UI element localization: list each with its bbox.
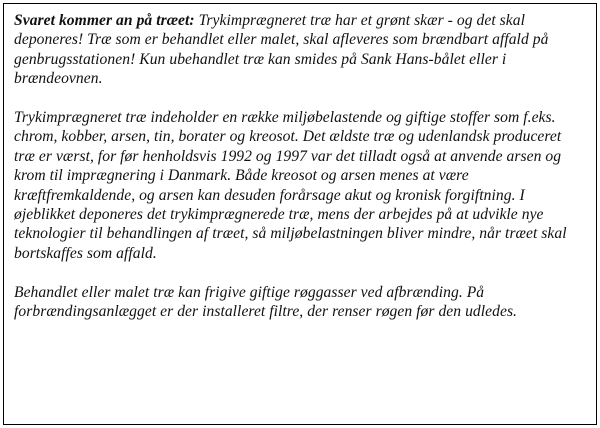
paragraph-text: Trykimprægneret træ har et grønt skær - og det skal deponeres! Træ som er behandlet eller malet, skal afleveres som brændbart affald på genbrugsstationen! Kun ubehandlet træ kan smides på Sank Hans-bålet eller i brændeovnen.: [14, 12, 549, 88]
paragraph-painted-wood: [14, 283, 586, 322]
paragraph-chemicals: [14, 108, 586, 263]
paragraph-lead: Svaret kommer an på træet:: [14, 12, 195, 29]
text-box: [3, 3, 597, 425]
paragraph-text: Behandlet eller malet træ kan frigive giftige røggasser ved afbrænding. På forbrændingsanlægget er der installeret filtre, der renser røgen før den udledes.: [14, 283, 518, 321]
paragraph-text: Trykimprægneret træ indeholder en række miljøbelastende og giftige stoffer som f.eks. chrom, kobber, arsen, tin, borater og kreosot. Det ældste træ og udenlandsk produceret træ er værst, for før henholdsvis 1992 og 1997 var det tilladt også at anvende arsen og krom til imprægnering i Danmark. Både kreosot og arsen menes at være kræftfremkaldende, og arsen kan desuden forårsage akut og kronisk forgiftning. I øjeblikket deponeres det trykimprægnerede træ, mens der arbejdes på at udvikle nye teknologier til behandlingen af træet, så miljøbelastningen bliver mindre, når træet skal bortskaffes som affald.: [14, 109, 567, 262]
paragraph-answer: [14, 11, 586, 89]
